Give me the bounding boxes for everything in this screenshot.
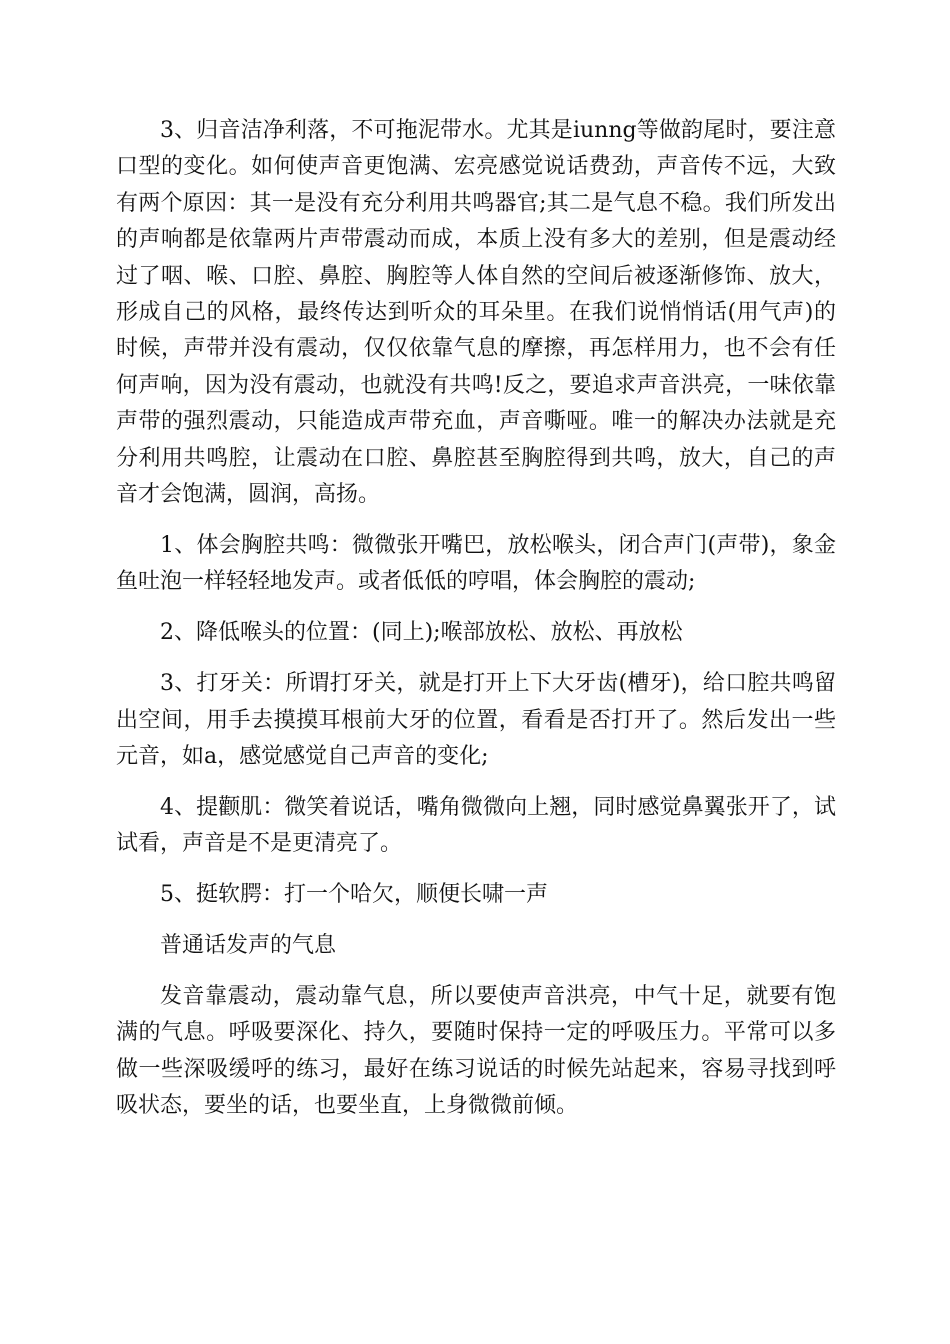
paragraph-lift-cheek: 4、提颧肌：微笑着说话，嘴角微微向上翘，同时感觉鼻翼张开了，试试看，声音是不是更清亮了。	[116, 794, 836, 857]
paragraph-chest-resonance: 1、体会胸腔共鸣：微微张开嘴巴，放松喉头，闭合声门(声带)，象金鱼吐泡一样轻轻地发声。或者低低的哼唱，体会胸腔的震动;	[116, 532, 836, 595]
paragraph-breath: 发音靠震动，震动靠气息，所以要使声音洪亮，中气十足，就要有饱满的气息。呼吸要深化、持久，要随时保持一定的呼吸压力。平常可以多做一些深吸缓呼的练习，最好在练习说话的时候先站起来，容易寻找到呼吸状态，要坐的话，也要坐直，上身微微前倾。	[116, 984, 836, 1119]
document-page	[116, 113, 836, 1139]
paragraph-open-jaw: 3、打牙关：所谓打牙关，就是打开上下大牙齿(槽牙)，给口腔共鸣留出空间，用手去摸摸耳根前大牙的位置，看看是否打开了。然后发出一些元音，如a，感觉感觉自己声音的变化;	[116, 671, 836, 769]
paragraph-soft-palate: 5、挺软腭：打一个哈欠，顺便长啸一声	[160, 882, 548, 908]
paragraph-lower-larynx: 2、降低喉头的位置：(同上);喉部放松、放松、再放松	[160, 620, 683, 646]
paragraph-resonance-intro: 3、归音洁净利落，不可拖泥带水。尤其是iunng等做韵尾时，要注意口型的变化。如何使声音更饱满、宏亮感觉说话费劲，声音传不远，大致有两个原因：其一是没有充分利用共鸣器官;其二是气息不稳。我们所发出的声响都是依靠两片声带震动而成，本质上没有多大的差别，但是震动经过了咽、喉、口腔、鼻腔、胸腔等人体自然的空间后被逐渐修饰、放大，形成自己的风格，最终传达到听众的耳朵里。在我们说悄悄话(用气声)的时候，声带并没有震动，仅仅依靠气息的摩擦，再怎样用力，也不会有任何声响，因为没有震动，也就没有共鸣!反之，要追求声音洪亮，一味依靠声带的强烈震动，只能造成声带充血，声音嘶哑。唯一的解决办法就是充分利用共鸣腔，让震动在口腔、鼻腔甚至胸腔得到共鸣，放大，自己的声音才会饱满，圆润，高扬。	[116, 118, 836, 508]
section-heading-breath: 普通话发声的气息	[160, 933, 337, 959]
